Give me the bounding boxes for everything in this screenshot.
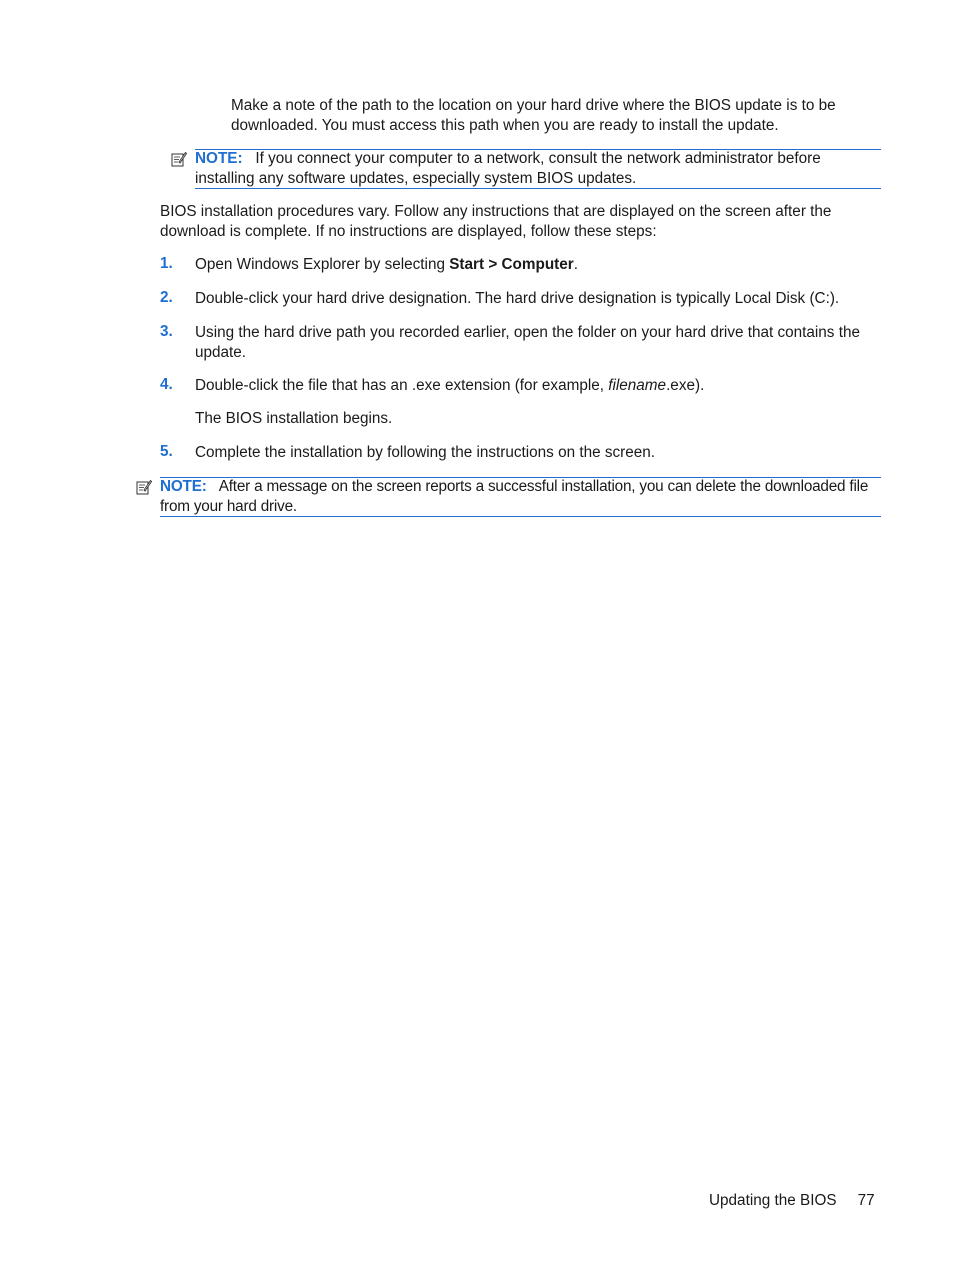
intro-paragraph: Make a note of the path to the location on your hard drive where the BIOS update is to be downloaded. You must access this path when you are ready to install the update. [231,97,836,134]
step-number: 3. [160,323,173,340]
page-footer [709,1192,875,1210]
step-number: 2. [160,289,173,306]
step-1-bold: Start > Computer [449,256,574,273]
step-number: 4. [160,376,173,393]
step-number: 5. [160,443,173,460]
page-number: 77 [857,1192,875,1209]
note-label: NOTE: [195,150,243,167]
step-4-subtext: The BIOS installation begins. [195,410,393,427]
note-pencil-icon [136,479,152,495]
step-2-text: Double-click your hard drive designation. The hard drive designation is typically Local Disk (C:). [195,290,840,307]
step-1-text: Open Windows Explorer by selecting Start > Computer. [195,256,578,273]
step-4-text: Double-click the file that has an .exe extension (for example, filename.exe). [195,377,705,394]
procedures-paragraph: BIOS installation procedures vary. Follow any instructions that are displayed on the screen after the download is complete. If no instructions are displayed, follow these steps: [160,203,832,240]
footer-section-title: Updating the BIOS [709,1192,837,1209]
note-text: After a message on the screen reports a successful installation, you can delete the downloaded file from your hard drive. [160,478,869,515]
note-2 [160,477,883,516]
note-1 [195,149,881,188]
note-label: NOTE: [160,478,207,495]
note-bottom-rule [195,188,881,189]
note-bottom-rule [160,516,881,517]
step-5-text: Complete the installation by following the instructions on the screen. [195,444,656,461]
step-3-text: Using the hard drive path you recorded earlier, open the folder on your hard drive that contains the update. [195,324,860,361]
step-number: 1. [160,255,173,272]
note-pencil-icon [171,151,187,167]
step-4-italic: filename [608,377,667,394]
note-text: If you connect your computer to a network, consult the network administrator before installing any software updates, especially system BIOS updates. [195,150,821,187]
